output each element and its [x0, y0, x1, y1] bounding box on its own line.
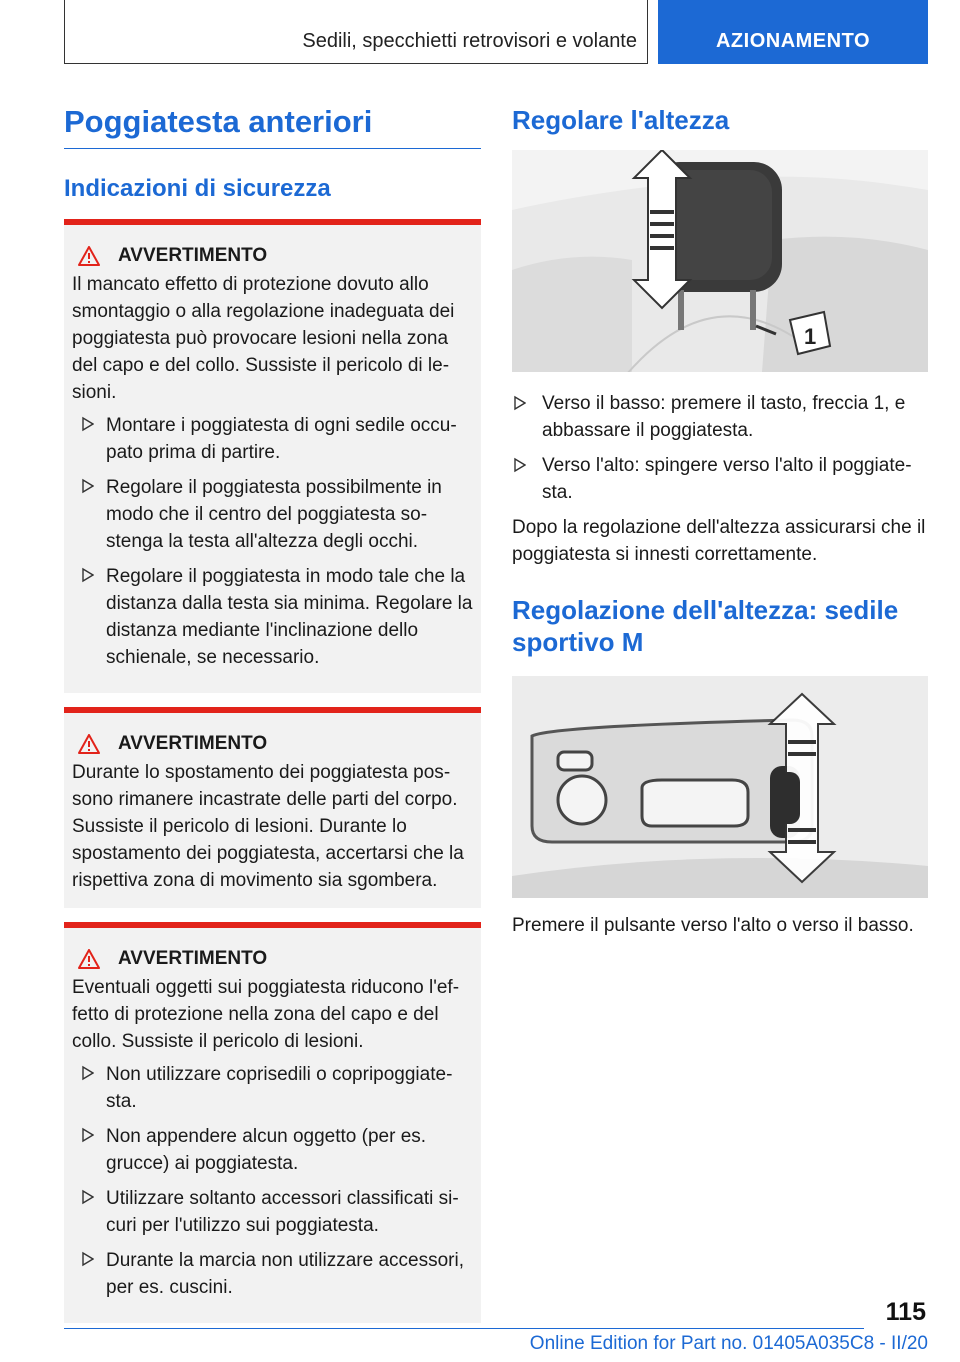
- section-title: Sedili, specchietti retrovisori e volante: [302, 30, 637, 52]
- warning-list: [72, 412, 473, 671]
- safety-heading: Indicazioni di sicurezza: [64, 175, 331, 202]
- warning-box-1: [64, 219, 481, 693]
- list-item: Regolare il poggiatesta in modo tale che la distanza dalla testa sia minima. Regolare la distanza mediante l'inclinazione dello schienale, se necessario.: [72, 563, 473, 671]
- list-item: Non appendere alcun oggetto (per es. grucce) ai poggiatesta.: [72, 1123, 473, 1177]
- triangle-bullet-icon: [82, 1251, 94, 1267]
- sport-seat-heading: Regolazione dell'altezza: sedile sportivo M: [512, 595, 899, 657]
- page-header: [64, 0, 928, 64]
- warning-box-2: [64, 707, 481, 908]
- warning-text: Eventuali oggetti sui poggiatesta riducono l'effetto di protezione nella zona del capo e del collo. Sussiste il pericolo di lesioni.: [72, 977, 460, 1052]
- headrest-illustration: [512, 150, 928, 372]
- chapter-tab[interactable]: [658, 0, 928, 64]
- warning-list: [72, 1061, 473, 1301]
- sport-seat-illustration: [512, 676, 928, 898]
- chapter-title: AZIONAMENTO: [715, 30, 870, 52]
- list-item: Durante la marcia non utilizzare accessori, per es. cuscini.: [72, 1247, 473, 1301]
- triangle-bullet-icon: [82, 1189, 94, 1205]
- list-item: Utilizzare soltanto accessori classificati sicuri per l'utilizzo sui poggiatesta.: [72, 1185, 473, 1239]
- warning-label: AVVERTIMENTO: [118, 245, 268, 266]
- warning-triangle-icon: [78, 949, 100, 969]
- triangle-bullet-icon: [514, 395, 526, 411]
- warning-label: AVVERTIMENTO: [118, 948, 268, 969]
- list-item: Verso l'alto: spingere verso l'alto il poggiatesta.: [512, 452, 928, 506]
- warning-label: AVVERTIMENTO: [118, 733, 268, 754]
- svg-text:1: 1: [804, 324, 817, 349]
- page-title: Poggiatesta anteriori: [64, 102, 481, 149]
- list-item: Non utilizzare coprisedili o copripoggiatesta.: [72, 1061, 473, 1115]
- left-column: [64, 102, 481, 1323]
- list-item: Verso il basso: premere il tasto, freccia 1, e abbassare il poggiatesta.: [512, 390, 928, 444]
- warning-text: Durante lo spostamento dei poggiatesta possono rimanere incastrate delle parti del corpo. Sussiste il pericolo di lesioni. Durante lo spostamento dei poggiatesta, accertarsi che la rispettiva zona di movimento sia sgombera.: [72, 762, 464, 891]
- list-item: Regolare il poggiatesta possibilmente in modo che il centro del poggiatesta sostenga la testa all'altezza degli occhi.: [72, 474, 473, 555]
- warning-title: [72, 729, 473, 759]
- warning-triangle-icon: [78, 734, 100, 754]
- warning-triangle-icon: [78, 246, 100, 266]
- section-tab: [64, 0, 648, 64]
- triangle-bullet-icon: [82, 1065, 94, 1081]
- footer-divider: [64, 1328, 864, 1329]
- triangle-bullet-icon: [82, 478, 94, 494]
- warning-box-3: [64, 922, 481, 1323]
- warning-text: Il mancato effetto di protezione dovuto allo smontaggio o alla regolazione inadeguata dei poggiatesta può provocare lesioni nella zona del capo e del collo. Sussiste il pericolo di lesioni.: [72, 274, 455, 403]
- callout-1-icon: [790, 312, 830, 354]
- edition-footer[interactable]: Online Edition for Part no. 01405A035C8 - II/20: [529, 1333, 928, 1354]
- height-adjust-heading: Regolare l'altezza: [512, 105, 730, 135]
- triangle-bullet-icon: [82, 567, 94, 583]
- right-column: [512, 102, 928, 939]
- warning-title: [72, 241, 473, 271]
- triangle-bullet-icon: [82, 1127, 94, 1143]
- warning-title: [72, 944, 473, 974]
- sport-seat-note: Premere il pulsante verso l'alto o verso il basso.: [512, 915, 914, 936]
- height-adjust-note: Dopo la regolazione dell'altezza assicurarsi che il poggiatesta si innesti correttamente.: [512, 517, 926, 565]
- triangle-bullet-icon: [514, 457, 526, 473]
- page-number: 115: [885, 1298, 926, 1326]
- triangle-bullet-icon: [82, 416, 94, 432]
- height-adjust-list: [512, 390, 928, 506]
- list-item: Montare i poggiatesta di ogni sedile occupato prima di partire.: [72, 412, 473, 466]
